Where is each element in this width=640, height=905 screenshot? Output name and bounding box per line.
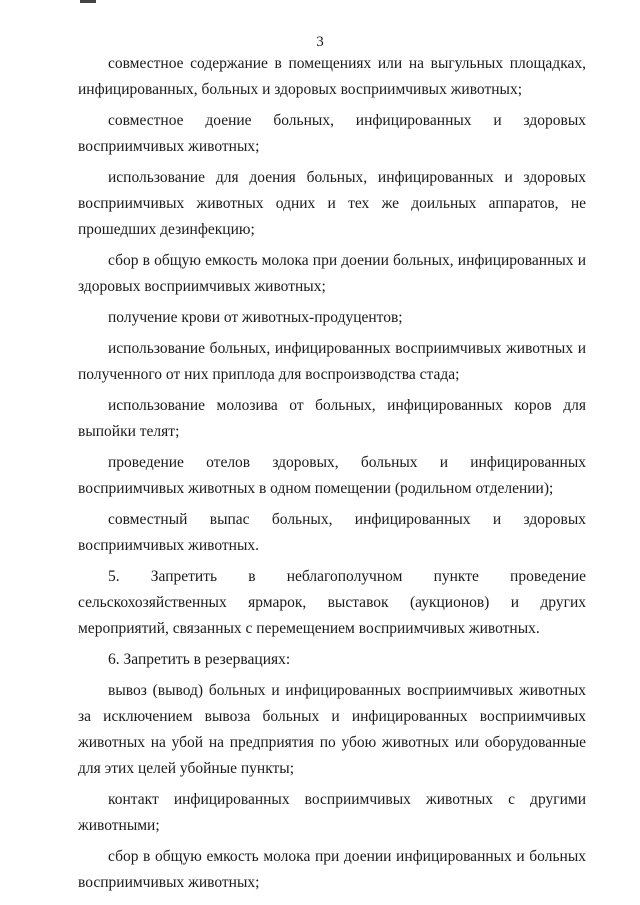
document-body — [78, 51, 586, 897]
paragraph-joint-housing: совместное содержание в помещениях или на выгульных площадках, инфицированных, больных и здоровых восприимчивых животных; — [78, 55, 586, 98]
paragraph-milking-machines: использование для доения больных, инфицированных и здоровых восприимчивых животных одних и тех же доильных аппаратов, не прошедших дезинфекцию; — [78, 169, 586, 238]
paragraph-contact: контакт инфицированных восприимчивых животных с другими животными; — [78, 791, 586, 834]
paragraph-reproduction: использование больных, инфицированных восприимчивых животных и полученного от них приплода для воспроизводства стада; — [78, 340, 586, 383]
paragraph-joint-grazing: совместный выпас больных, инфицированных и здоровых восприимчивых животных. — [78, 511, 586, 554]
paragraph-removal: вывоз (вывод) больных и инфицированных восприимчивых животных за исключением вывоза больных и инфицированных восприимчивых животных на убой на предприятия по убою животных или оборудованные для этих целей убойные пункты; — [78, 682, 586, 777]
paragraph-item-6: 6. Запретить в резервациях: — [108, 651, 291, 668]
paragraph-joint-milking: совместное доение больных, инфицированных и здоровых восприимчивых животных; — [78, 112, 586, 155]
page-number: 3 — [316, 34, 324, 50]
paragraph-blood-collection: получение крови от животных-продуцентов; — [108, 309, 403, 326]
scan-mark — [80, 0, 96, 3]
paragraph-colostrum: использование молозива от больных, инфицированных коров для выпойки телят; — [78, 397, 586, 440]
paragraph-item-5: 5. Запретить в неблагополучном пункте проведение сельскохозяйственных ярмарок, выставок (аукционов) и других мероприятий, связанных с перемещением восприимчивых животных. — [78, 568, 586, 637]
paragraph-milk-collection-reservation: сбор в общую емкость молока при доении инфицированных и больных восприимчивых животных; — [78, 848, 586, 891]
paragraph-milk-collection: сбор в общую емкость молока при доении больных, инфицированных и здоровых восприимчивых животных; — [78, 252, 586, 295]
paragraph-calving: проведение отелов здоровых, больных и инфицированных восприимчивых животных в одном помещении (родильном отделении); — [78, 454, 586, 497]
